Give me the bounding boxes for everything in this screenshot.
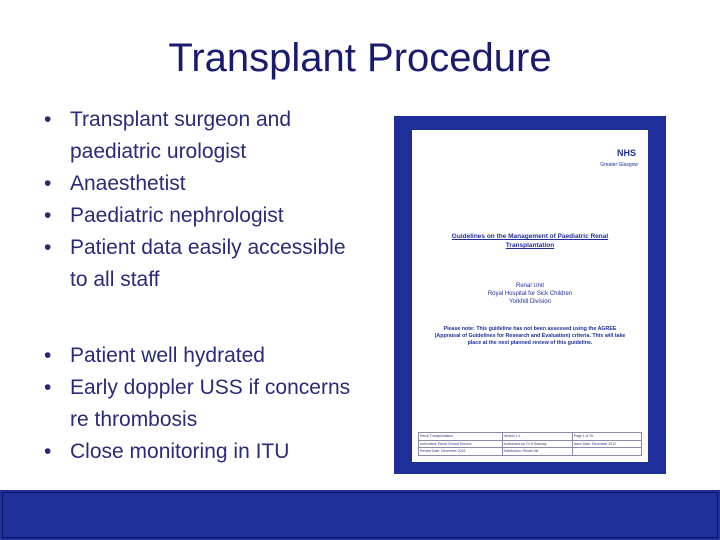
bullet-item bbox=[44, 340, 364, 372]
bullet-text: Patient data easily accessible to all staff bbox=[70, 236, 346, 291]
table-cell: Renal Transplantation bbox=[419, 433, 503, 441]
bullet-item bbox=[44, 232, 364, 296]
nhs-logo-subtitle: Greater Glasgow bbox=[600, 162, 638, 168]
unit-line: Royal Hospital for Sick Children bbox=[487, 291, 573, 297]
unit-line: Renal Unit bbox=[515, 283, 544, 289]
table-cell: Version 1.1 bbox=[502, 433, 572, 441]
bullet-dot: • bbox=[44, 204, 52, 227]
bullet-text: Anaesthetist bbox=[70, 172, 186, 195]
document-note: Please note: This guideline has not been assessed using the AGREE (Appraisal of Guidelines for Research and Evaluation) criteria. This will take place at the next planned review of this guideline. bbox=[434, 326, 626, 346]
bullet-dot: • bbox=[44, 172, 52, 195]
bullet-text: Early doppler USS if concerns re thrombosis bbox=[70, 376, 351, 431]
bullet-text: Paediatric nephrologist bbox=[70, 204, 284, 227]
bullet-text: Close monitoring in ITU bbox=[70, 440, 290, 463]
bullet-text: Transplant surgeon and paediatric urologist bbox=[70, 108, 292, 163]
bullet-item bbox=[44, 104, 364, 168]
table-cell: Authorised: Renal Clinical Director bbox=[419, 440, 503, 448]
document-unit bbox=[432, 282, 628, 306]
bullet-item bbox=[44, 372, 364, 436]
bullet-item bbox=[44, 200, 364, 232]
document-thumbnail bbox=[394, 116, 666, 474]
table-row bbox=[419, 448, 642, 456]
table-row bbox=[419, 433, 642, 441]
table-cell: Review Date: December 2015 bbox=[419, 448, 503, 456]
document-title: Guidelines on the Management of Paediatric Renal Transplantation bbox=[451, 233, 609, 249]
footer-bar bbox=[0, 490, 720, 540]
bullet-text: Patient well hydrated bbox=[70, 344, 265, 367]
bullet-dot: • bbox=[44, 236, 52, 259]
document-footer-table bbox=[418, 432, 642, 456]
table-cell: Page 1 of 25 bbox=[572, 433, 641, 441]
bullet-item bbox=[44, 168, 364, 200]
bullet-dot: • bbox=[44, 344, 52, 367]
table-cell: Distribution: Renal Unit bbox=[502, 448, 572, 456]
table-cell: Authorised by: Dr S Ramsay bbox=[502, 440, 572, 448]
bullet-dot: • bbox=[44, 108, 52, 131]
table-row bbox=[419, 440, 642, 448]
unit-line: Yorkhill Division bbox=[509, 299, 551, 305]
bullet-dot: • bbox=[44, 440, 52, 463]
nhs-logo: NHS bbox=[616, 148, 636, 158]
slide-title: Transplant Procedure bbox=[168, 36, 552, 80]
document-page bbox=[412, 130, 648, 462]
table-cell bbox=[572, 448, 641, 456]
bullet-item bbox=[44, 436, 364, 468]
table-cell: Issue Date: December 2012 bbox=[572, 440, 641, 448]
bullet-list bbox=[44, 104, 364, 468]
bullet-dot: • bbox=[44, 376, 52, 399]
